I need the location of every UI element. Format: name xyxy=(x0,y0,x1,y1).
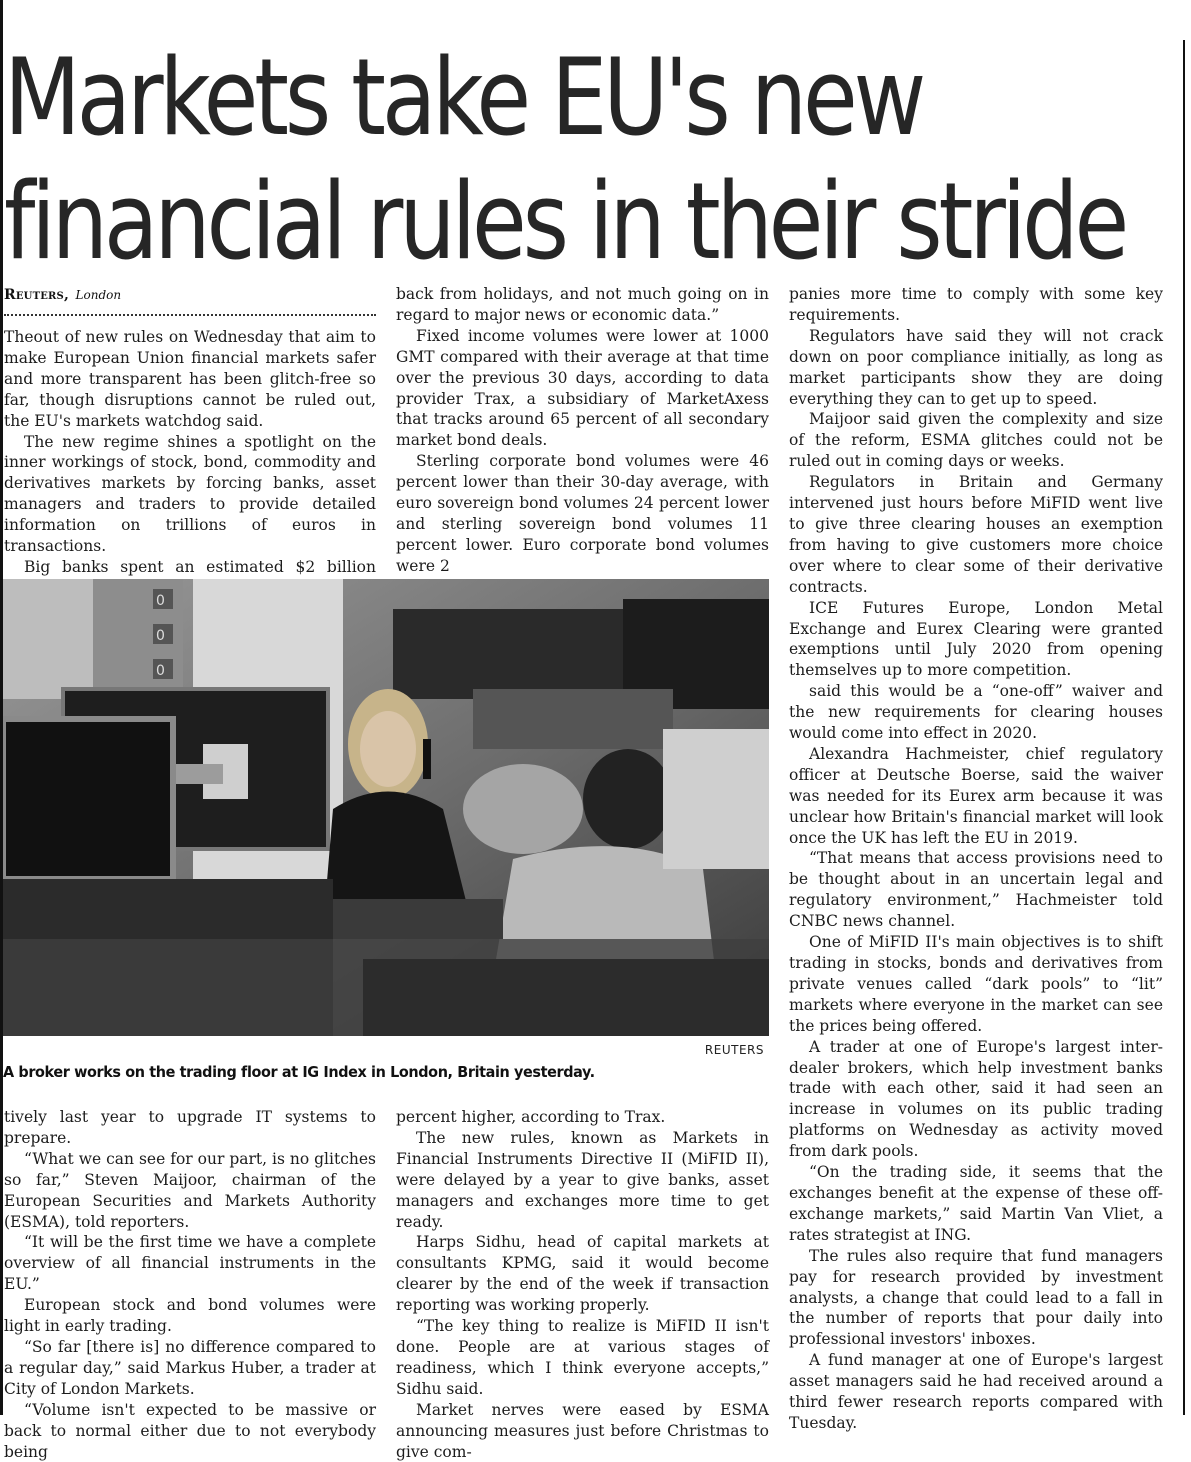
paragraph: The new regime shines a spotlight on the inner workings of stock, bond, commodity and derivatives markets by forcing banks, asset managers and traders to provide detailed information on trillions of euros in transactions. xyxy=(4,432,376,556)
page-border-right xyxy=(1183,40,1185,1415)
paragraph: The new rules, known as Markets in Financial Instruments Directive II (MiFID II), were delayed by a year to give banks, asset managers and exchanges more time to get ready. xyxy=(396,1128,769,1231)
paragraph: percent higher, according to Trax. xyxy=(396,1108,666,1126)
paragraph: panies more time to comply with some key requirements. xyxy=(789,285,1163,324)
paragraph: The rules also require that fund managers pay for research provided by investment analysts, a change that could lead to a fall in the number of reports that pour daily into professional investors' inboxes. xyxy=(789,1246,1163,1349)
paragraph: back from holidays, and not much going on in regard to major news or economic data.” xyxy=(396,285,769,324)
paragraph: European stock and bond volumes were light in early trading. xyxy=(4,1296,376,1336)
paragraph: “What we can see for our part, is no glitches so far,” Steven Maijoor, chairman of the European Securities and Markets Authority (ESMA), told reporters. xyxy=(4,1149,376,1231)
trading-floor-photo xyxy=(3,579,769,1036)
paragraph: Fixed income volumes were lower at 1000 GMT compared with their average at that time over the previous 30 days, according to data provider Trax, a subsidiary of MarketAxess that tracks around 65 percent of all secondary market bond deals. xyxy=(396,326,769,450)
paragraph: One of MiFID II's main objectives is to shift trading in stocks, bonds and derivatives from private venues called “dark pools” to “lit” markets where everyone in the market can see the prices being offered. xyxy=(789,933,1163,1035)
paragraph: ICE Futures Europe, London Metal Exchange and Eurex Clearing were granted exemptions until July 2020 from opening themselves up to more competition. xyxy=(789,598,1163,680)
paragraph: “It will be the first time we have a complete overview of all financial instruments in the EU.” xyxy=(4,1233,376,1294)
photo-caption: A broker works on the trading floor at IG Index in London, Britain yesterday. xyxy=(3,1063,595,1081)
paragraph: Harps Sidhu, head of capital markets at consultants KPMG, said it would become clearer by the end of the week if transaction reporting was working properly. xyxy=(396,1233,769,1315)
paragraph: Alexandra Hachmeister, chief regulatory officer at Deutsche Boerse, said the waiver was needed for its Eurex arm because it was unclear how Britain's financial market will look once the UK has left the EU in 2019. xyxy=(789,744,1163,847)
paragraph: tively last year to upgrade IT systems to prepare. xyxy=(4,1108,376,1147)
column-1-bottom xyxy=(4,1107,376,1462)
photo-illustration xyxy=(3,579,769,1036)
paragraph: “On the trading side, it seems that the exchanges benefit at the expense of these off-exchange markets,” said Martin Van Vliet, a rates strategist at ING. xyxy=(789,1163,1163,1244)
paragraph: “The key thing to realize is MiFID II isn't done. People are at various stages of readiness, which I think everyone accepts,” Sidhu said. xyxy=(396,1317,769,1398)
paragraph: “Volume isn't expected to be massive or back to normal either due to not everybody being xyxy=(4,1400,376,1461)
screen-digit: 0 xyxy=(156,593,165,609)
paragraph: Big banks spent an estimated $2 billion xyxy=(24,557,376,576)
paragraph: Regulators have said they will not crack down on poor compliance initially, as long as market participants show they are doing everything they can to get up to speed. xyxy=(789,326,1163,408)
paragraph: “That means that access provisions need to be thought about in an uncertain legal and regulatory environment,” Hachmeister told CNBC news channel. xyxy=(789,849,1163,931)
paragraph: Theout of new rules on Wednesday that aim to make European Union financial markets safer and more transparent has been glitch-free so far, though disruptions cannot be ruled out, the EU's markets watchdog said. xyxy=(4,328,376,430)
column-2-top xyxy=(396,284,769,577)
paragraph: A fund manager at one of Europe's largest asset managers said he had received around a third fewer research reports compared with Tuesday. xyxy=(789,1351,1163,1432)
byline-agency: Reuters, xyxy=(4,287,70,303)
headline: Markets take EU's new financial rules in their stride xyxy=(4,36,1126,283)
byline-place: London xyxy=(75,288,122,302)
column-3 xyxy=(789,284,1163,1434)
paragraph: A trader at one of Europe's largest inter-dealer brokers, which help investment banks trade with each other, said it had seen an increase in volumes on its public trading platforms on Wednesday as activity moved from dark pools. xyxy=(789,1037,1163,1161)
paragraph: Market nerves were eased by ESMA announcing measures just before Christmas to give com- xyxy=(396,1400,769,1461)
byline-rule xyxy=(4,314,376,316)
screen-digit: 0 xyxy=(156,628,165,644)
column-1-top xyxy=(4,327,376,599)
photo-credit: REUTERS xyxy=(704,1043,764,1057)
paragraph: Sterling corporate bond volumes were 46 percent lower than their 30-day average, with euro sovereign bond volumes 24 percent lower and sterling sovereign bond volumes 11 percent lower. Euro corporate bond volumes were 2 xyxy=(396,452,769,575)
paragraph: “So far [there is] no difference compared to a regular day,” said Markus Huber, a trader at City of London Markets. xyxy=(4,1337,376,1398)
column-2-bottom xyxy=(396,1107,769,1462)
paragraph: Maijoor said given the complexity and size of the reform, ESMA glitches could not be ruled out in coming days or weeks. xyxy=(789,410,1163,471)
byline xyxy=(4,287,376,303)
screen-digit: 0 xyxy=(156,663,165,679)
paragraph: said this would be a “one-off” waiver and the new requirements for clearing houses would come into effect in 2020. xyxy=(789,682,1163,743)
paragraph: Regulators in Britain and Germany intervened just hours before MiFID went live to give three clearing houses an exemption from having to give customers more choice over where to clear some of their derivative contracts. xyxy=(789,473,1163,596)
